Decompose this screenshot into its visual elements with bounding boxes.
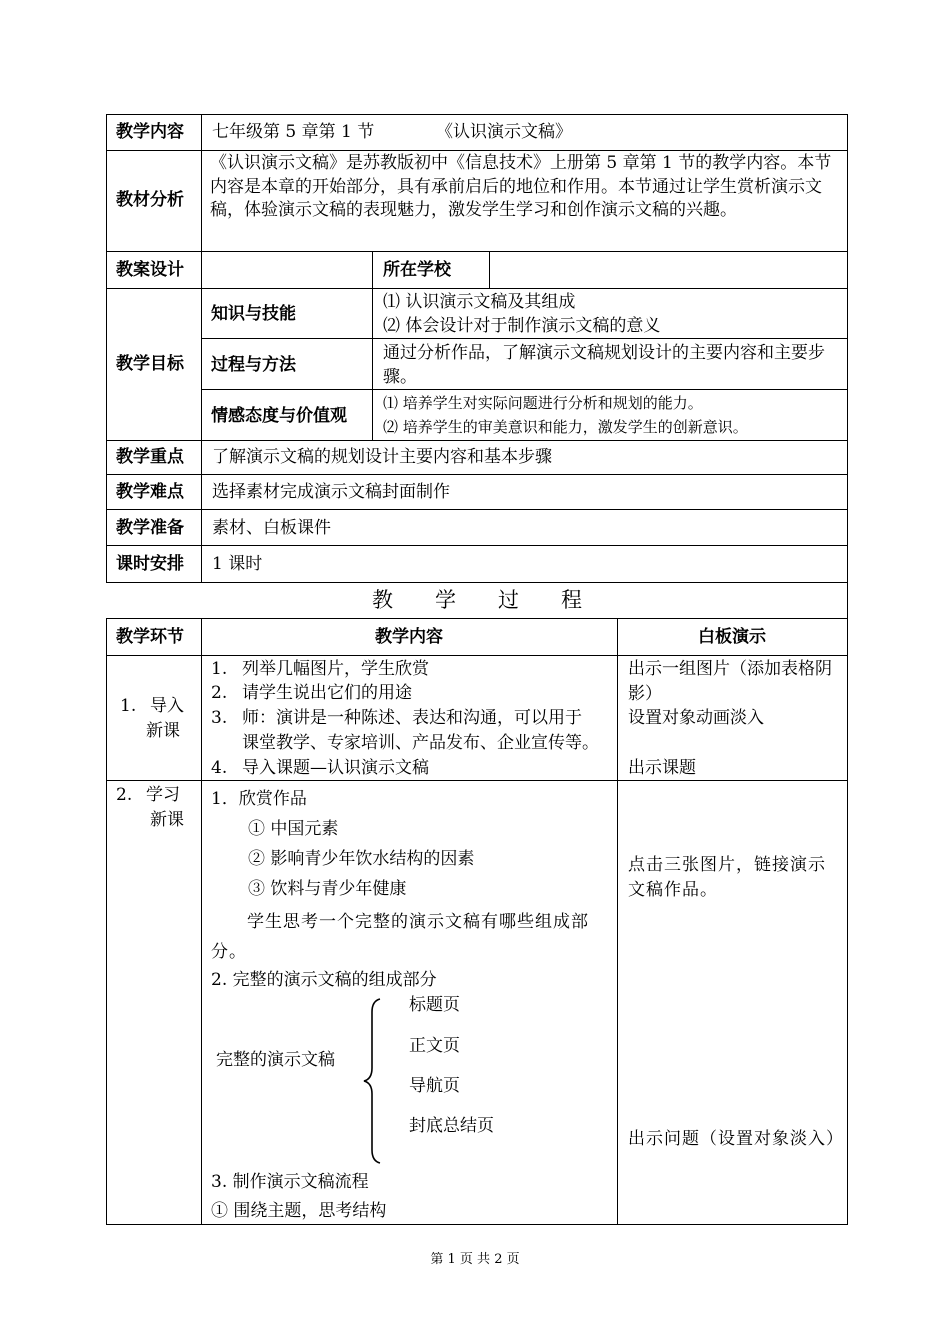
goals-label: 教学目标 [116,354,184,374]
step2-heading: 2. 完整的演示文稿的组成部分 [211,970,437,990]
rule [106,1224,848,1225]
content-title: 《认识演示文稿》 [436,122,572,142]
header-content: 教学内容 [375,627,443,647]
rule [106,114,848,115]
step1-demo: 出示一组图片（添加表格阴影） [628,659,832,704]
rule [201,338,848,339]
rule [106,114,107,583]
part-item: 正文页 [409,1036,460,1056]
goal-knowledge-line: ⑴ 认识演示文稿及其组成 [383,292,576,312]
think-text: 学生思考一个完整的演示文稿有哪些组成部分。 [211,912,589,962]
step2-name: 新课 [150,810,184,830]
step2-demo: 出示问题（设置对象淡入） [628,1129,844,1149]
step2-num: 2. [116,785,133,805]
key-value: 了解演示文稿的规划设计主要内容和基本步骤 [212,447,552,467]
content-label: 教学内容 [116,122,184,142]
page-footer: 第 1 页 共 2 页 [430,1252,520,1267]
hours-label: 课时安排 [116,554,184,574]
rule [847,114,848,1225]
step1-item-num: 4. [211,758,228,778]
part-item: 标题页 [409,995,460,1015]
brace-icon [360,998,384,1164]
rule [617,618,618,1225]
rule [201,389,848,390]
part-item: 封底总结页 [409,1116,494,1136]
goal-attitude-label: 情感态度与价值观 [211,406,347,426]
header-demo: 白板演示 [698,627,766,647]
process-title: 教 学 过 程 [372,588,582,612]
goal-process-text: 通过分析作品，了解演示文稿规划设计的主要内容和主要步骤。 [383,343,825,387]
analysis-text: 《认识演示文稿》是苏教版初中《信息技术》上册第 5 章第 1 节的教学内容。本节内容是本章的开始部分，具有承前启后的地位和作用。本节通过让学生赏析演示文稿，体验演示文稿的表现魅力，激发学生学习和创作演示文稿的兴趣。 [210,153,832,220]
step1-name: 新课 [146,721,180,741]
goal-knowledge-label: 知识与技能 [211,304,296,324]
step2-heading: 1．欣赏作品 [211,789,307,809]
difficulty-label: 教学难点 [116,482,184,502]
step1-item: 师：演讲是一种陈述、表达和沟通，可以用于 [242,708,582,728]
prep-value: 素材、白板课件 [212,518,331,538]
step1-item: 列举几幅图片，学生欣赏 [242,659,429,679]
step1-item: 请学生说出它们的用途 [242,683,412,703]
step1-item-cont: 课堂教学、专家培训、产品发布、企业宣传等。 [242,733,599,753]
analysis-label: 教材分析 [116,190,184,210]
goal-attitude-line: ⑴ 培养学生对实际问题进行分析和规划的能力。 [383,394,703,412]
rule [372,251,373,441]
difficulty-value: 选择素材完成演示文稿封面制作 [212,482,450,502]
whole-label: 完整的演示文稿 [216,1050,335,1070]
rule [106,251,848,252]
rule [201,114,202,583]
rule [106,655,848,656]
step1-demo: 出示课题 [628,758,696,778]
rule [106,150,848,151]
school-label: 所在学校 [383,260,451,280]
content-value: 七年级第 5 章第 1 节 [212,122,375,142]
rule [201,618,202,1225]
step1-item-num: 1. [211,659,228,679]
rule [106,440,848,441]
part-item: 导航页 [409,1076,460,1096]
prep-label: 教学准备 [116,518,184,538]
rule [489,251,490,289]
step2-heading: 3. 制作演示文稿流程 [211,1172,369,1192]
step1-item: 导入课题—认识演示文稿 [242,758,429,778]
goal-process-label: 过程与方法 [211,355,296,375]
rule [106,582,848,583]
rule [106,618,848,619]
rule [106,474,848,475]
rule [106,288,848,289]
step2-name: 学习 [146,785,180,805]
step1-name: 导入 [150,696,184,716]
goal-attitude-line: ⑵ 培养学生的审美意识和能力，激发学生的创新意识。 [383,418,748,436]
flow-item: ① 围绕主题，思考结构 [211,1201,387,1221]
step2-demo: 点击三张图片，链接演示文稿作品。 [628,855,826,900]
goal-knowledge-line: ⑵ 体会设计对于制作演示文稿的意义 [383,316,661,336]
header-stage: 教学环节 [116,627,184,647]
hours-value: 1 课时 [212,554,263,574]
rule [106,780,848,781]
step1-item-num: 2. [211,683,228,703]
rule [106,618,107,1225]
step1-num: 1. [120,696,137,716]
key-label: 教学重点 [116,447,184,467]
work-item: ① 中国元素 [248,819,339,839]
work-item: ③ 饮料与青少年健康 [248,879,407,899]
design-label: 教案设计 [116,260,184,280]
rule [106,545,848,546]
step1-item-num: 3. [211,708,228,728]
step1-demo: 设置对象动画淡入 [628,708,764,728]
rule [106,509,848,510]
work-item: ② 影响青少年饮水结构的因素 [248,849,475,869]
